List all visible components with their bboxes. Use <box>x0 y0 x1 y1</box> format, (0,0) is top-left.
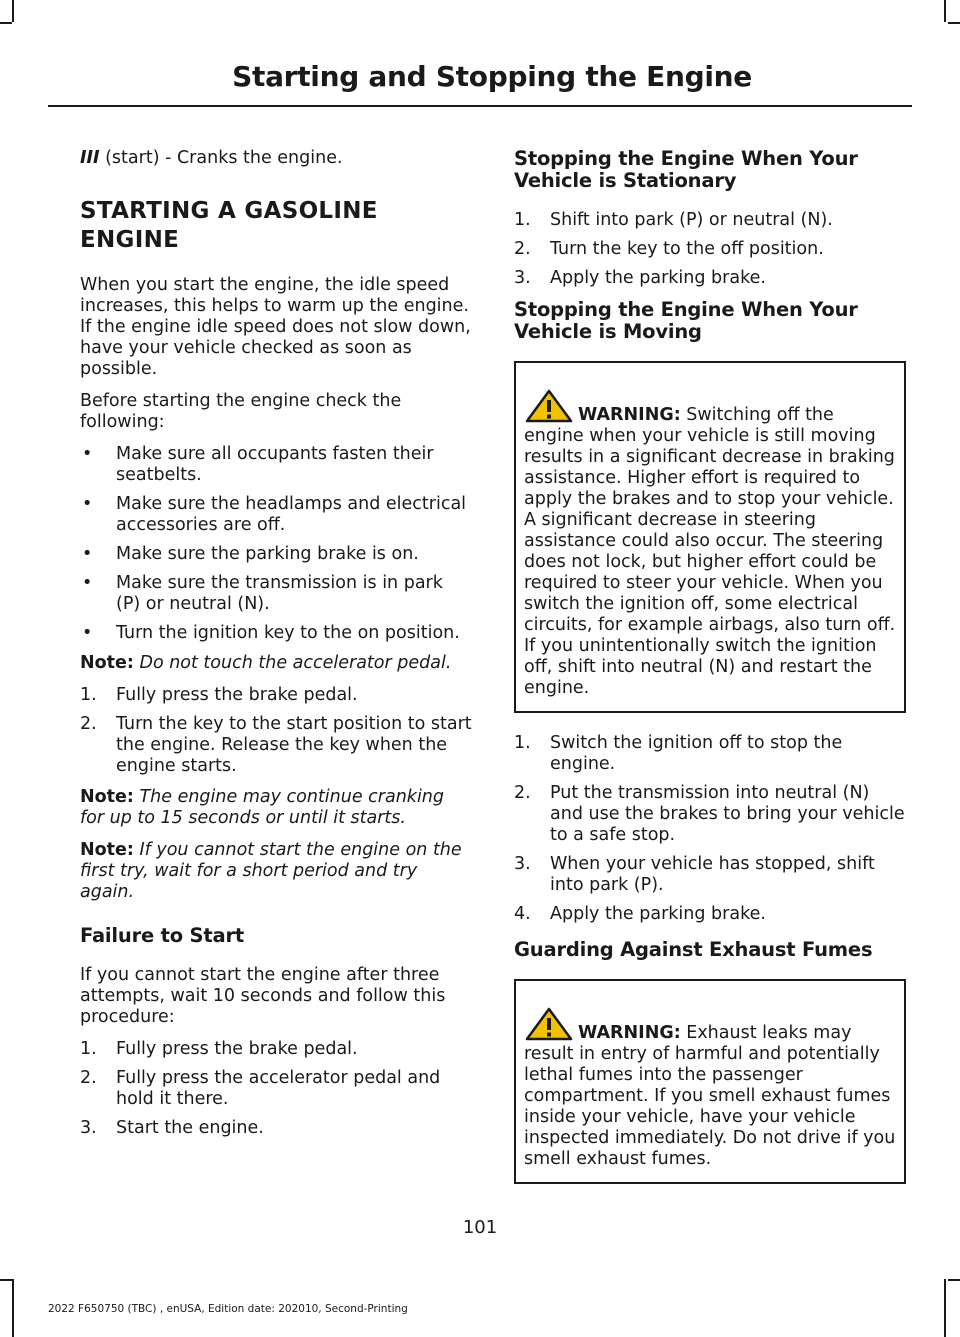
failure-title: Failure to Start <box>80 924 244 947</box>
list-item-text: Turn the ignition key to the on position. <box>116 623 460 643</box>
bullet: • <box>82 573 93 593</box>
step-text: Turn the key to the off position. <box>550 239 824 259</box>
stationary-steps <box>514 210 906 289</box>
list-item <box>80 685 472 706</box>
note-label: Note: <box>80 787 134 807</box>
step-number: 4. <box>514 904 531 924</box>
step-text: Fully press the brake pedal. <box>116 1039 358 1059</box>
warning-box <box>514 361 906 713</box>
list-item <box>514 783 906 846</box>
edition-footer: 2022 F650750 (TBC) , enUSA, Edition date: 202010, Second-Printing <box>48 1303 408 1315</box>
list-item <box>514 733 906 775</box>
list-item <box>80 714 472 777</box>
warning-text <box>524 1007 896 1170</box>
moving-steps <box>514 733 906 925</box>
warning-text <box>524 389 896 699</box>
step-number: 2. <box>80 1068 97 1088</box>
list-item <box>514 854 906 896</box>
list-item <box>514 239 906 260</box>
step-number: 2. <box>514 239 531 259</box>
warning-triangle-icon <box>524 389 574 423</box>
list-item <box>80 444 472 486</box>
list-item-text: Make sure all occupants fasten their seatbelts. <box>116 444 434 485</box>
step-number: 1. <box>80 685 97 705</box>
list-item-text: Make sure the transmission is in park (P) or neutral (N). <box>116 573 443 614</box>
crop-mark <box>948 22 960 24</box>
step-text: Fully press the brake pedal. <box>116 685 358 705</box>
list-item <box>514 904 906 925</box>
crop-mark <box>0 1279 12 1281</box>
warning-label: WARNING: <box>578 405 681 425</box>
crop-mark <box>12 0 14 22</box>
section-title-line1: STARTING A GASOLINE <box>80 198 378 224</box>
crop-mark <box>944 1279 946 1337</box>
note <box>80 787 472 829</box>
list-item <box>80 573 472 615</box>
step-number: 2. <box>80 714 97 734</box>
page-number: 101 <box>462 1217 498 1238</box>
list-item-text: Make sure the headlamps and electrical accessories are off. <box>116 494 467 535</box>
note-label: Note: <box>80 653 134 673</box>
warning-label: WARNING: <box>578 1023 681 1043</box>
step-number: 3. <box>514 268 531 288</box>
step-number: 1. <box>80 1039 97 1059</box>
step-text: Apply the parking brake. <box>550 268 766 288</box>
list-item <box>80 1068 472 1110</box>
bullet: • <box>82 444 93 464</box>
warning-body: Switching off the engine when your vehicle is still moving results in a significant decrease in braking assistance. Higher effort is required to apply the brakes and to stop your vehicle. A significant decrease in steering assistance could also occur. The steering does not lock, but higher effort could be required to steer your vehicle. When you switch the ignition off, some electrical circuits, for example airbags, also turn off. If you unintentionally switch the ignition off, shift into neutral (N) and restart the engine. <box>524 405 896 698</box>
step-number: 3. <box>514 854 531 874</box>
note <box>80 840 472 903</box>
list-item <box>80 1118 472 1139</box>
list-item <box>80 544 472 565</box>
step-number: 3. <box>80 1118 97 1138</box>
list-item <box>80 494 472 536</box>
note-text: The engine may continue cranking for up to 15 seconds or until it starts. <box>80 787 445 828</box>
step-number: 1. <box>514 733 531 753</box>
failure-steps <box>80 1039 472 1139</box>
ignition-position-key: III <box>80 148 100 168</box>
note <box>80 653 472 674</box>
list-item <box>514 268 906 289</box>
header-rule <box>48 105 912 107</box>
step-number: 2. <box>514 783 531 803</box>
bullet: • <box>82 544 93 564</box>
step-text: Put the transmission into neutral (N) and use the brakes to bring your vehicle to a safe stop. <box>550 783 905 845</box>
crop-mark <box>12 1279 14 1337</box>
section-title <box>80 197 472 255</box>
crop-mark <box>948 1279 960 1281</box>
step-text: Apply the parking brake. <box>550 904 766 924</box>
paragraph: Before starting the engine check the following: <box>80 391 402 432</box>
left-column <box>80 148 472 1149</box>
ignition-position-text: (start) - Cranks the engine. <box>99 148 343 168</box>
exhaust-title: Guarding Against Exhaust Fumes <box>514 938 873 961</box>
bullet: • <box>82 623 93 643</box>
warning-triangle-icon <box>524 1007 574 1041</box>
note-text: Do not touch the accelerator pedal. <box>133 653 452 673</box>
step-text: Shift into park (P) or neutral (N). <box>550 210 833 230</box>
paragraph: If you cannot start the engine after three attempts, wait 10 seconds and follow this procedure: <box>80 965 446 1027</box>
list-item <box>514 210 906 231</box>
paragraph: When you start the engine, the idle speed increases, this helps to warm up the engine. If the engine idle speed does not slow down, have your vehicle checked as soon as possible. <box>80 275 471 379</box>
step-number: 1. <box>514 210 531 230</box>
step-text: Start the engine. <box>116 1118 264 1138</box>
step-text: Fully press the accelerator pedal and hold it there. <box>116 1068 441 1109</box>
right-column <box>514 148 906 1204</box>
list-item <box>80 1039 472 1060</box>
stationary-title: Stopping the Engine When Your Vehicle is Stationary <box>514 147 858 192</box>
note-label: Note: <box>80 840 134 860</box>
section-title-line2: ENGINE <box>80 227 180 253</box>
start-steps <box>80 685 472 777</box>
intro-line <box>80 148 472 169</box>
warning-body: Exhaust leaks may result in entry of harmful and potentially lethal fumes into the passenger compartment. If you smell exhaust fumes inside your vehicle, have your vehicle inspected immediately. Do not drive if you smell exhaust fumes. <box>524 1023 896 1169</box>
step-text: Turn the key to the start position to start the engine. Release the key when the engine starts. <box>116 714 472 776</box>
list-item <box>80 623 472 644</box>
bullet: • <box>82 494 93 514</box>
crop-mark <box>0 22 12 24</box>
chapter-title: Starting and Stopping the Engine <box>232 60 752 93</box>
step-text: Switch the ignition off to stop the engine. <box>550 733 843 774</box>
list-item-text: Make sure the parking brake is on. <box>116 544 419 564</box>
warning-box <box>514 979 906 1184</box>
note-text: If you cannot start the engine on the first try, wait for a short period and try again. <box>80 840 462 902</box>
step-text: When your vehicle has stopped, shift into park (P). <box>550 854 875 895</box>
moving-title: Stopping the Engine When Your Vehicle is Moving <box>514 298 858 343</box>
crop-mark <box>944 0 946 22</box>
checklist <box>80 444 472 644</box>
